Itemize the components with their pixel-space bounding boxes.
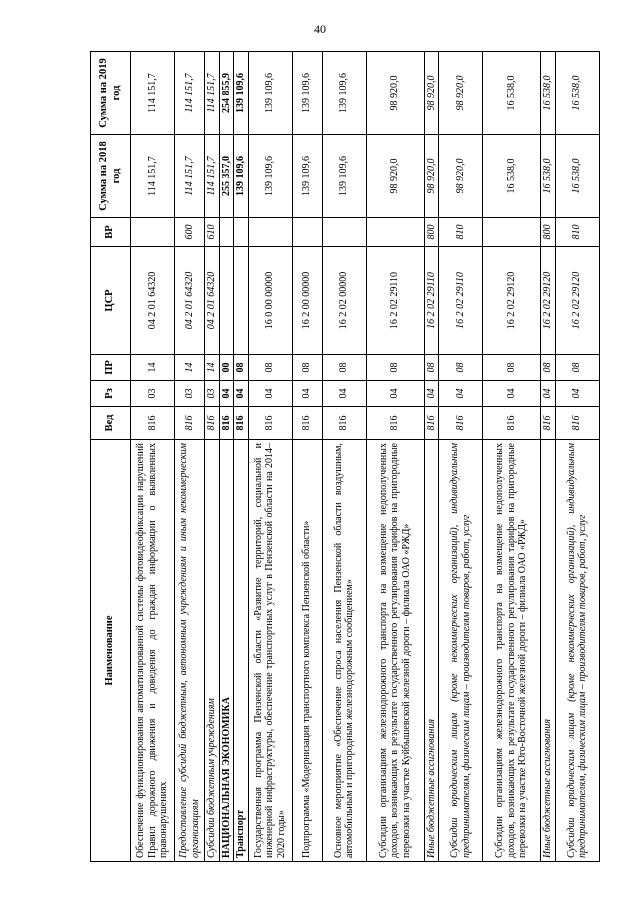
row-pr: 08 <box>541 355 556 381</box>
row-csr: 16 2 02 29110 <box>366 247 424 355</box>
row-pr: 08 <box>322 355 366 381</box>
row-sum-2019: 114 151,7 <box>205 52 220 135</box>
header-pr: ПР <box>91 355 131 381</box>
row-pr: 08 <box>555 355 599 381</box>
row-vr <box>292 218 322 247</box>
row-sum-2018: 139 109,6 <box>248 135 292 218</box>
row-sum-2018: 16 538,0 <box>483 135 541 218</box>
row-name: Предоставление субсидий бюджетным, автономным учреждениям и иным некоммерческим организациям <box>175 440 205 862</box>
row-csr: 16 0 00 00000 <box>248 247 292 355</box>
row-sum-2018: 139 109,6 <box>292 135 322 218</box>
row-name: Подпрограмма «Модернизация транспортного комплекса Пензенской области» <box>292 440 322 862</box>
row-csr: 16 2 00 00000 <box>292 247 322 355</box>
header-ved: Вед <box>91 407 131 440</box>
row-sum-2019: 139 109,6 <box>292 52 322 135</box>
row-name: Субсидии юридическим лицам (кроме некоммерческих организаций), индивидуальным предпринимателям, физическим лицам – производителям товаров, работ, услуг <box>439 440 483 862</box>
row-ved: 816 <box>439 407 483 440</box>
row-ved: 816 <box>175 407 205 440</box>
header-csr: ЦСР <box>91 247 131 355</box>
row-vr <box>483 218 541 247</box>
row-sum-2018: 98 920,0 <box>424 135 439 218</box>
row-csr <box>234 247 249 355</box>
row-sum-2018: 98 920,0 <box>366 135 424 218</box>
row-sum-2019: 16 538,0 <box>541 52 556 135</box>
row-sum-2019: 139 109,6 <box>248 52 292 135</box>
row-sum-2019: 139 109,6 <box>234 52 249 135</box>
row-csr: 04 2 01 64320 <box>131 247 175 355</box>
row-ved: 816 <box>541 407 556 440</box>
row-rz: 04 <box>541 381 556 407</box>
rotated-table-container <box>90 52 588 862</box>
row-vr <box>219 218 234 247</box>
table-row <box>483 52 541 862</box>
table-row <box>292 52 322 862</box>
table-row <box>175 52 205 862</box>
row-rz: 04 <box>234 381 249 407</box>
table-row <box>439 52 483 862</box>
row-sum-2019: 98 920,0 <box>439 52 483 135</box>
row-sum-2018: 114 151,7 <box>131 135 175 218</box>
header-vr: ВР <box>91 218 131 247</box>
row-pr: 08 <box>234 355 249 381</box>
row-pr: 00 <box>219 355 234 381</box>
row-sum-2018: 139 109,6 <box>234 135 249 218</box>
row-name: Субсидии юридическим лицам (кроме некоммерческих организаций), индивидуальным предпринимателям, физическим лицам – производителям товаров, работ, услуг <box>555 440 599 862</box>
row-name: Субсидии бюджетным учреждениям <box>205 440 220 862</box>
row-sum-2019: 98 920,0 <box>366 52 424 135</box>
row-vr <box>366 218 424 247</box>
row-csr: 04 2 01 64320 <box>175 247 205 355</box>
row-sum-2018: 16 538,0 <box>555 135 599 218</box>
row-name: Основное мероприятие «Обеспечение спроса населения Пензенской области воздушным, автомобильным и пригородным железнодорожным сообщением» <box>322 440 366 862</box>
row-csr: 16 2 02 29120 <box>541 247 556 355</box>
table-row <box>322 52 366 862</box>
table-row <box>424 52 439 862</box>
row-sum-2018: 139 109,6 <box>322 135 366 218</box>
row-sum-2018: 255 357,0 <box>219 135 234 218</box>
row-csr: 04 2 01 64320 <box>205 247 220 355</box>
header-sum-2019: Сумма на 2019 год <box>91 52 131 135</box>
row-sum-2019: 16 538,0 <box>483 52 541 135</box>
row-ved: 816 <box>219 407 234 440</box>
row-sum-2019: 114 151,7 <box>131 52 175 135</box>
row-ved: 816 <box>555 407 599 440</box>
table-row <box>555 52 599 862</box>
row-ved: 816 <box>366 407 424 440</box>
row-sum-2019: 114 151,7 <box>175 52 205 135</box>
row-name: Транспорт <box>234 440 249 862</box>
row-name: НАЦИОНАЛЬНАЯ ЭКОНОМИКА <box>219 440 234 862</box>
row-ved: 816 <box>292 407 322 440</box>
header-name: Наименование <box>91 440 131 862</box>
row-csr: 16 2 02 29120 <box>555 247 599 355</box>
row-vr: 610 <box>205 218 220 247</box>
row-pr: 08 <box>292 355 322 381</box>
row-pr: 08 <box>483 355 541 381</box>
row-pr: 08 <box>366 355 424 381</box>
table-row <box>541 52 556 862</box>
row-sum-2019: 98 920,0 <box>424 52 439 135</box>
row-ved: 816 <box>322 407 366 440</box>
row-name: Иные бюджетные ассигнования <box>424 440 439 862</box>
row-ved: 816 <box>234 407 249 440</box>
page-number: 40 <box>314 22 326 36</box>
row-vr: 810 <box>439 218 483 247</box>
row-sum-2019: 254 855,9 <box>219 52 234 135</box>
table-row <box>131 52 175 862</box>
row-pr: 14 <box>175 355 205 381</box>
row-vr: 800 <box>541 218 556 247</box>
row-pr: 08 <box>424 355 439 381</box>
row-rz: 03 <box>205 381 220 407</box>
budget-table <box>90 51 600 862</box>
row-vr <box>322 218 366 247</box>
row-ved: 816 <box>131 407 175 440</box>
row-rz: 04 <box>322 381 366 407</box>
row-pr: 14 <box>205 355 220 381</box>
table-body <box>131 52 600 862</box>
row-ved: 816 <box>205 407 220 440</box>
row-sum-2018: 98 920,0 <box>439 135 483 218</box>
row-name: Обеспечение функционирования автоматизированной системы фотовидеофиксации нарушений Правил дорожного движения и доведения до граждан информации о выявленных правонарушениях <box>131 440 175 862</box>
row-rz: 04 <box>555 381 599 407</box>
row-vr: 810 <box>555 218 599 247</box>
row-vr: 600 <box>175 218 205 247</box>
table-row <box>234 52 249 862</box>
row-sum-2019: 139 109,6 <box>322 52 366 135</box>
row-csr: 16 2 02 29110 <box>439 247 483 355</box>
row-ved: 816 <box>248 407 292 440</box>
row-rz: 04 <box>424 381 439 407</box>
row-name: Субсидии организациям железнодорожного транспорта на возмещение недополученных доходов, возникающих в результате государственного регулирования тарифов на пригородные перевозки на участке Куйбышевской железной дороги – филиала ОАО «РЖД» <box>366 440 424 862</box>
row-name: Государственная программа Пензенской области «Развитие территорий, социальной и инженерной инфраструктуры, обеспечение транспортных услуг в Пензенской области на 2014–2020 годы» <box>248 440 292 862</box>
row-sum-2018: 114 151,7 <box>205 135 220 218</box>
header-rz: Рз <box>91 381 131 407</box>
row-vr <box>234 218 249 247</box>
row-csr: 16 2 02 29110 <box>424 247 439 355</box>
row-csr <box>219 247 234 355</box>
row-csr: 16 2 02 00000 <box>322 247 366 355</box>
row-rz: 04 <box>219 381 234 407</box>
row-vr <box>131 218 175 247</box>
row-rz: 04 <box>366 381 424 407</box>
row-vr <box>248 218 292 247</box>
row-name: Субсидии организациям железнодорожного транспорта на возмещение недополученных доходов, возникающих в результате государственного регулирования тарифов на пригородные перевозки на участке Юго-Восточной железной дороги – филиала ОАО «РЖД» <box>483 440 541 862</box>
table-header-row <box>91 52 131 862</box>
row-rz: 03 <box>175 381 205 407</box>
row-rz: 04 <box>292 381 322 407</box>
table-row <box>205 52 220 862</box>
row-name: Иные бюджетные ассигнования <box>541 440 556 862</box>
header-sum-2018: Сумма на 2018 год <box>91 135 131 218</box>
row-vr: 800 <box>424 218 439 247</box>
row-pr: 08 <box>248 355 292 381</box>
table-row <box>219 52 234 862</box>
row-sum-2018: 16 538,0 <box>541 135 556 218</box>
row-csr: 16 2 02 29120 <box>483 247 541 355</box>
row-ved: 816 <box>483 407 541 440</box>
row-sum-2019: 16 538,0 <box>555 52 599 135</box>
row-rz: 04 <box>439 381 483 407</box>
row-pr: 08 <box>439 355 483 381</box>
row-rz: 04 <box>483 381 541 407</box>
row-rz: 03 <box>131 381 175 407</box>
row-ved: 816 <box>424 407 439 440</box>
row-sum-2018: 114 151,7 <box>175 135 205 218</box>
table-row <box>366 52 424 862</box>
row-rz: 04 <box>248 381 292 407</box>
row-pr: 14 <box>131 355 175 381</box>
table-row <box>248 52 292 862</box>
